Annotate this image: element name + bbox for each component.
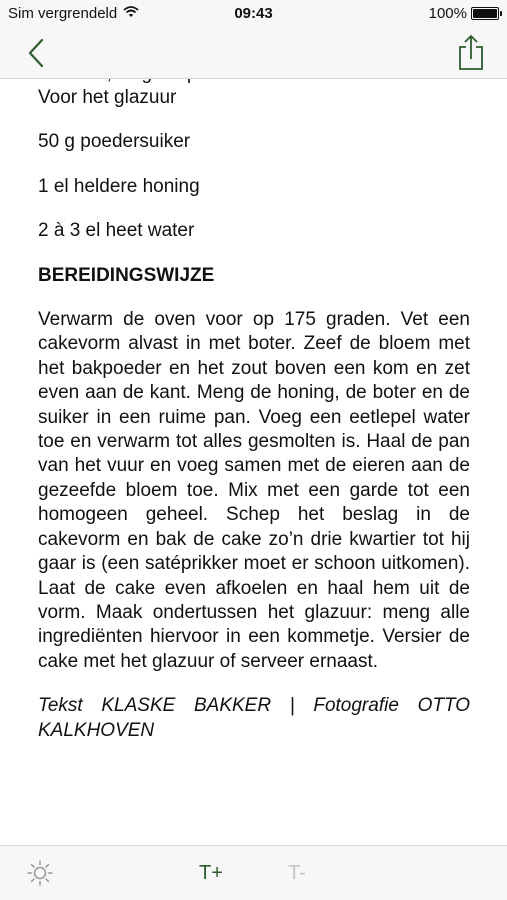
status-right — [429, 5, 499, 22]
section-heading: BEREIDINGSWIJZE — [38, 264, 215, 286]
battery-icon — [471, 7, 499, 20]
ingredient-line: 2 à 3 el heet water — [38, 220, 195, 242]
status-time: 09:43 — [234, 5, 273, 22]
ingredient-line: Voor het glazuur — [38, 87, 177, 108]
nav-bar — [0, 28, 507, 79]
credit-line: Tekst KLASKE BAKKER | Fotografie OTTO KALKHOVEN — [38, 695, 470, 741]
back-button[interactable] — [22, 36, 52, 70]
carrier-label: Sim vergrendeld — [8, 5, 118, 22]
battery-percent: 100% — [428, 5, 467, 22]
decrease-text-label: T- — [288, 861, 306, 884]
brightness-button[interactable] — [20, 846, 60, 900]
ingredient-line: 50 g poedersuiker — [38, 131, 191, 153]
increase-text-label: T+ — [199, 861, 223, 884]
increase-text-size-button[interactable] — [190, 846, 232, 900]
recipe-content — [38, 78, 470, 743]
status-bar — [0, 0, 507, 28]
share-icon — [455, 33, 487, 73]
decrease-text-size-button[interactable] — [276, 846, 318, 900]
share-button[interactable] — [455, 33, 487, 73]
ingredient-line: 1 el heldere honing — [38, 175, 200, 197]
bottom-toolbar — [0, 845, 507, 900]
chevron-left-icon — [22, 36, 52, 70]
brightness-icon — [26, 859, 54, 887]
preparation-text: Verwarm de oven voor op 175 graden. Vet een cakevorm alvast in met boter. Zeef de bloem met het bakpoeder en het zout boven een kom en zet even aan de kant. Meng de honing, de boter en de suiker in een ruime pan. Voeg een eetlepel water toe en verwarm tot alles gesmolten is. Haal de pan van het vuur en voeg samen met de eieren aan de gezeefde bloem toe. Mix met een garde tot een homogeen geheel. Schep het beslag in de cakevorm en bak de cake zo’n drie kwartier tot hij gaar is (een satéprikker moet er schoon uitkomen). Laat de cake even afkoelen en haal hem uit de vorm. Maak ondertussen het glazuur: meng alle ingrediënten hiervoor in een kommetje. Versier de cake met het glazuur of serveer ernaast. — [38, 309, 470, 672]
